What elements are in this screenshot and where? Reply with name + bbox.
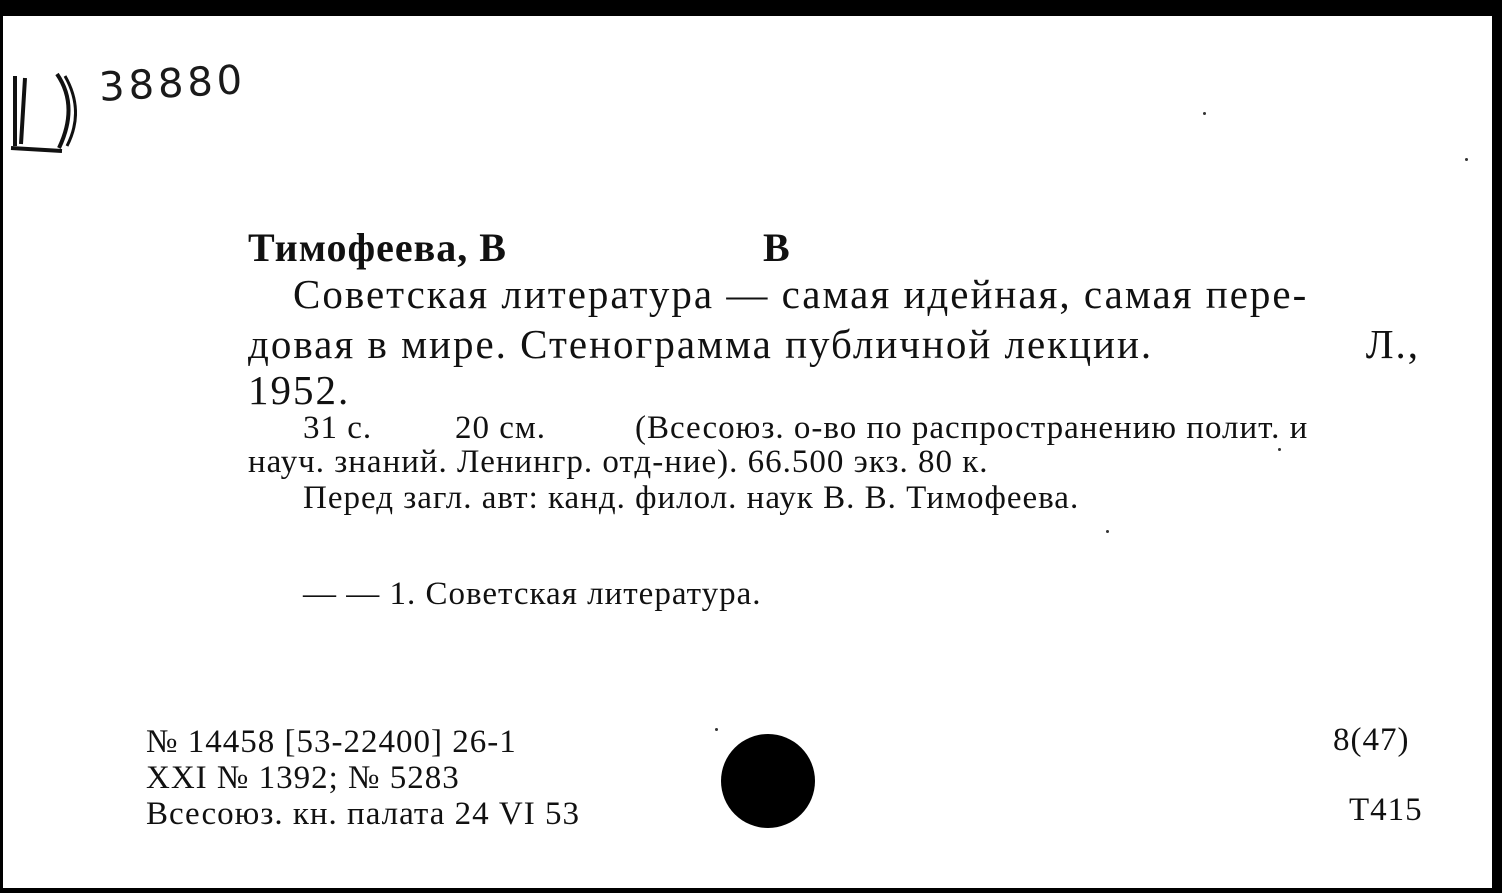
book-size: 20 см. [455, 410, 547, 446]
author-second-initial: В [763, 225, 790, 270]
title-line-2: довая в мире. Стенограмма публичной лекции. [248, 321, 1154, 367]
speck [1203, 112, 1206, 115]
registry-line-2: XXI № 1392; № 5283 [146, 760, 460, 796]
author-heading: Тимофеева, В [248, 225, 507, 270]
library-stamp-mark [7, 56, 77, 156]
title-line-2-row [248, 321, 1420, 367]
publication-year: 1952. [248, 367, 351, 413]
speck [715, 728, 718, 731]
registry-line-3: Всесоюз. кн. палата 24 VI 53 [146, 796, 580, 832]
registry-line-1: № 14458 [53-22400] 26-1 [146, 724, 517, 760]
author-mark: Т415 [1349, 792, 1423, 828]
punch-hole [721, 734, 815, 828]
speck [1106, 530, 1109, 533]
series-publisher-line-1: (Всесоюз. о-во по распространению полит. и [635, 410, 1309, 446]
series-publisher-line-2: науч. знаний. Ленингр. отд-ние). 66.500 экз. 80 к. [248, 444, 989, 480]
speck [1465, 158, 1468, 161]
classification-index: 8(47) [1333, 722, 1410, 758]
speck [1278, 448, 1281, 451]
subject-heading: — — 1. Советская литература. [303, 576, 762, 612]
place-of-publication: Л., [1365, 321, 1420, 367]
page-count: 31 с. [303, 410, 373, 446]
authorship-note: Перед загл. авт: канд. филол. наук В. В. Тимофеева. [303, 480, 1080, 516]
handwritten-inventory-number: 38880 [97, 57, 248, 111]
title-line-1: Советская литература — самая идейная, самая пере- [293, 271, 1309, 317]
